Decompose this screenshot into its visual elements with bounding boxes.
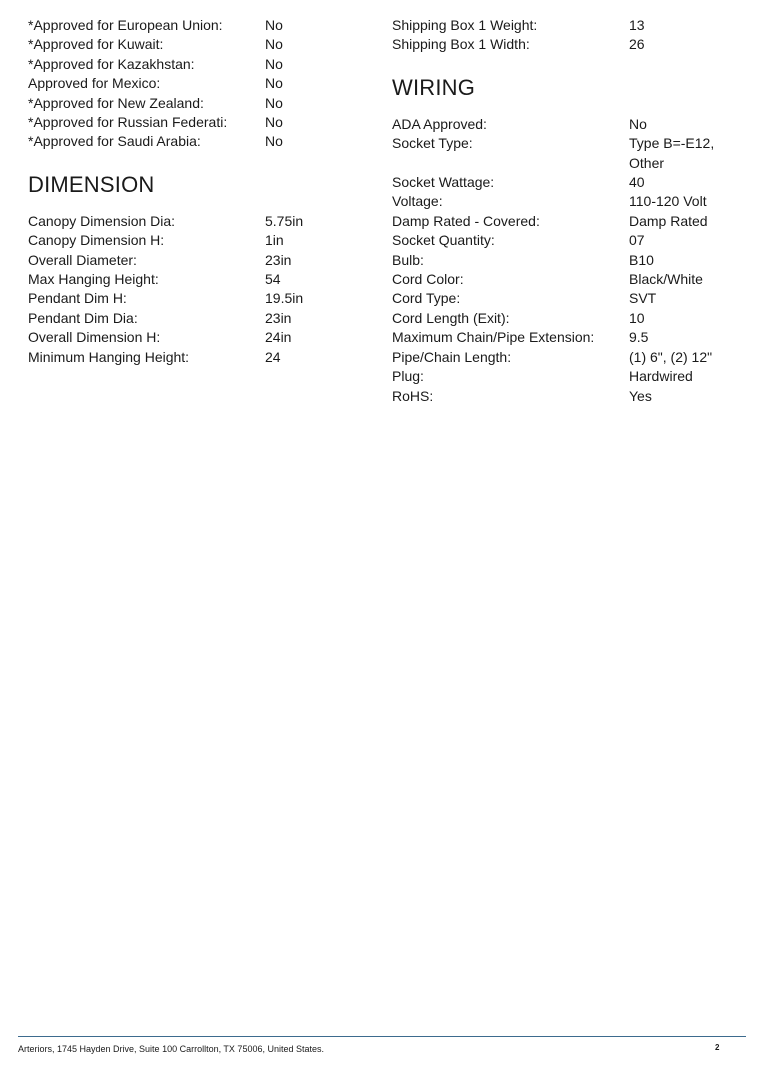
- spec-label: Cord Length (Exit):: [392, 309, 510, 326]
- spec-value: 07: [629, 232, 645, 249]
- spec-row: [28, 251, 358, 270]
- spec-label: *Approved for European Union:: [28, 17, 223, 33]
- spec-label: *Approved for Russian Federati:: [28, 114, 228, 131]
- spec-value: 1in: [265, 232, 284, 249]
- spec-row: [28, 231, 358, 250]
- spec-row: [392, 309, 752, 328]
- spec-value: No: [265, 94, 283, 111]
- spec-row: [28, 289, 358, 308]
- spec-value: 24in: [265, 329, 292, 346]
- spec-row: [28, 348, 358, 367]
- spec-row: [28, 113, 358, 132]
- dimension-heading: DIMENSION: [28, 171, 155, 197]
- wiring-heading: WIRING: [392, 74, 476, 100]
- spec-label: Cord Type:: [392, 290, 461, 307]
- spec-label: Max Hanging Height:: [28, 271, 159, 288]
- spec-value: No: [265, 114, 283, 131]
- spec-label: Overall Diameter:: [28, 251, 137, 268]
- spec-row: [392, 348, 752, 367]
- spec-value: 19.5in: [265, 290, 304, 307]
- spec-row: [28, 16, 358, 35]
- spec-row: [392, 16, 752, 35]
- spec-label: Damp Rated - Covered:: [392, 212, 540, 229]
- spec-value: Damp Rated: [629, 212, 708, 229]
- dimension-list: [28, 212, 358, 367]
- spec-value: 24: [265, 348, 281, 365]
- spec-value: No: [629, 115, 647, 132]
- spec-value: SVT: [629, 290, 657, 307]
- spec-value: 10: [629, 309, 645, 326]
- right-column: [392, 16, 752, 406]
- spec-row: [392, 115, 752, 134]
- spec-row: [28, 74, 358, 93]
- spec-label: Bulb:: [392, 251, 424, 268]
- footer-address: Arteriors, 1745 Hayden Drive, Suite 100 Carrollton, TX 75006, United States.: [18, 1044, 324, 1054]
- spec-label: ADA Approved:: [392, 115, 487, 132]
- spec-row: [392, 134, 752, 173]
- spec-value: 23in: [265, 309, 292, 326]
- spec-label: Plug:: [392, 368, 424, 385]
- spec-row: [392, 289, 752, 308]
- wiring-list: [392, 115, 752, 406]
- left-column: [28, 16, 358, 367]
- spec-value: No: [265, 133, 283, 150]
- spec-value: 23in: [265, 251, 292, 268]
- spec-value: Hardwired: [629, 368, 693, 385]
- spec-row: [392, 231, 752, 250]
- spec-label: *Approved for Kuwait:: [28, 36, 164, 53]
- spec-value: 40: [629, 174, 645, 191]
- spec-row: [28, 309, 358, 328]
- spec-value: No: [265, 17, 283, 33]
- spec-value: 9.5: [629, 329, 649, 346]
- spec-label: Minimum Hanging Height:: [28, 348, 190, 365]
- spec-value: 54: [265, 271, 281, 288]
- spec-row: [28, 328, 358, 347]
- spec-label: Canopy Dimension Dia:: [28, 212, 176, 229]
- shipping-list: [392, 16, 752, 55]
- spec-row: [392, 367, 752, 386]
- spec-label: Pendant Dim H:: [28, 290, 127, 307]
- spec-value: No: [265, 55, 283, 72]
- spec-value: Type B=-E12, Other: [629, 135, 715, 171]
- spec-row: [392, 173, 752, 192]
- spec-row: [28, 132, 358, 151]
- spec-row: [28, 94, 358, 113]
- approvals-list: [28, 16, 358, 152]
- spec-row: [392, 251, 752, 270]
- spec-label: Voltage:: [392, 193, 443, 210]
- spec-label: Pendant Dim Dia:: [28, 309, 138, 326]
- spec-label: Socket Type:: [392, 135, 473, 152]
- spec-value: Black/White: [629, 271, 703, 288]
- spec-label: Pipe/Chain Length:: [392, 348, 512, 365]
- spec-row: [392, 192, 752, 211]
- spec-value: 5.75in: [265, 212, 304, 229]
- spec-label: *Approved for Saudi Arabia:: [28, 133, 201, 150]
- spec-value: 26: [629, 36, 645, 53]
- spec-value: Yes: [629, 387, 652, 404]
- spec-value: 13: [629, 17, 645, 33]
- spec-label: Shipping Box 1 Weight:: [392, 17, 538, 33]
- page-number: 2: [715, 1043, 720, 1052]
- spec-label: Shipping Box 1 Width:: [392, 36, 530, 53]
- spec-row: [28, 212, 358, 231]
- spec-label: Overall Dimension H:: [28, 329, 161, 346]
- spec-label: Maximum Chain/Pipe Extension:: [392, 329, 595, 346]
- spec-row: [392, 35, 752, 54]
- spec-row: [28, 55, 358, 74]
- spec-row: [392, 270, 752, 289]
- footer-divider: [18, 1036, 746, 1037]
- spec-label: Approved for Mexico:: [28, 75, 161, 92]
- spec-label: *Approved for Kazakhstan:: [28, 55, 195, 72]
- spec-value: (1) 6", (2) 12": [629, 348, 713, 365]
- spec-label: Cord Color:: [392, 271, 464, 288]
- spec-value: No: [265, 36, 283, 53]
- spec-value: B10: [629, 251, 654, 268]
- spec-label: Socket Wattage:: [392, 174, 495, 191]
- spec-label: Socket Quantity:: [392, 232, 495, 249]
- spec-value: 110-120 Volt: [629, 193, 707, 210]
- spec-row: [28, 35, 358, 54]
- spec-value: No: [265, 75, 283, 92]
- spec-label: *Approved for New Zealand:: [28, 94, 204, 111]
- spec-row: [392, 387, 752, 406]
- spec-row: [28, 270, 358, 289]
- spec-row: [392, 212, 752, 231]
- spec-row: [392, 328, 752, 347]
- spec-label: Canopy Dimension H:: [28, 232, 165, 249]
- spec-label: RoHS:: [392, 387, 434, 404]
